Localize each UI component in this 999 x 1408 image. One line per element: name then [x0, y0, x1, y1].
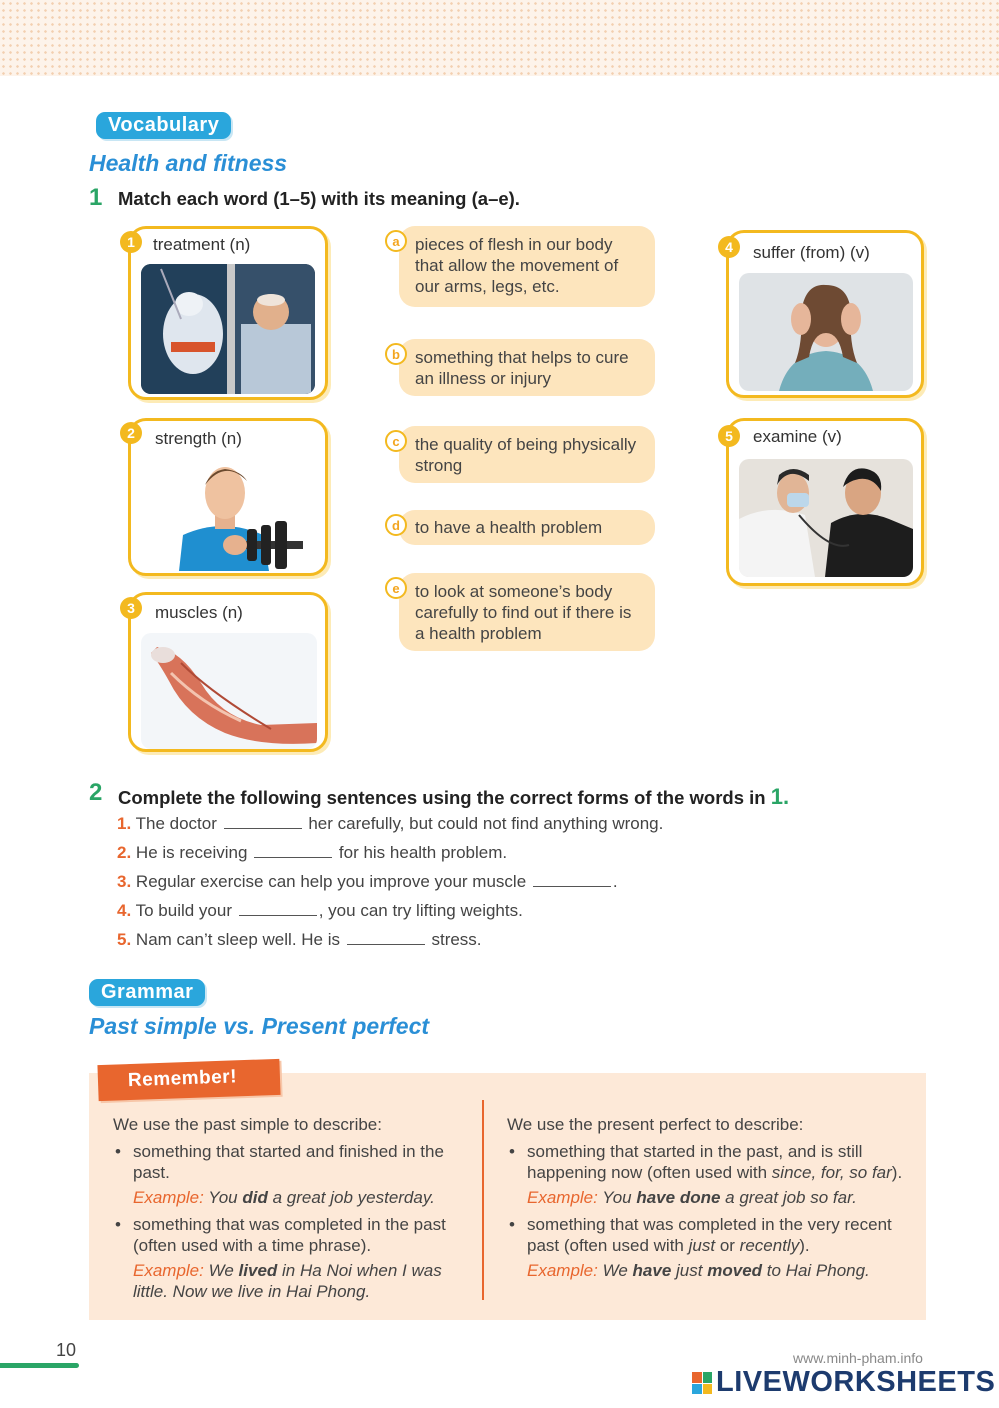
present-perfect-intro: We use the present perfect to describe:	[507, 1115, 804, 1134]
example-label: Example:	[527, 1188, 598, 1207]
word-badge-2: 2	[120, 422, 142, 444]
example-text: just	[676, 1261, 703, 1280]
remember-tab: Remember!	[97, 1059, 280, 1101]
word-card-treatment[interactable]	[128, 226, 328, 400]
bullet-text: ).	[891, 1163, 903, 1182]
meaning-badge-a: a	[385, 230, 407, 252]
meaning-a[interactable]: pieces of flesh in our body that allow the movement of our arms, legs, etc.	[399, 226, 655, 307]
example-text: to Hai Phong.	[766, 1261, 870, 1280]
sentence-after: , you can try lifting weights.	[318, 901, 523, 920]
exercise1-number: 1	[89, 184, 103, 211]
example-verb: did	[242, 1188, 268, 1207]
vocabulary-pill: Vocabulary	[96, 112, 231, 139]
example-verb: moved	[707, 1261, 763, 1280]
word-card-examine[interactable]	[726, 418, 924, 586]
word-badge-5: 5	[718, 425, 740, 447]
meaning-c[interactable]: the quality of being physically strong	[399, 426, 655, 483]
sentence-number: 5.	[117, 930, 132, 949]
present-perfect-bullet-2	[507, 1214, 907, 1256]
bullet-keyword: just	[688, 1236, 716, 1255]
example-label: Example:	[133, 1261, 204, 1280]
present-perfect-example-1	[507, 1187, 907, 1208]
example-text: We	[602, 1261, 628, 1280]
bullet-keyword: recently	[739, 1236, 800, 1255]
hospital-bed-photo	[141, 264, 315, 394]
sentence-after: .	[612, 872, 618, 891]
word-label: muscles (n)	[155, 603, 243, 622]
word-card-strength[interactable]	[128, 418, 328, 576]
exercise2-instruction-ref: 1.	[770, 784, 790, 809]
grammar-section-title: Past simple vs. Present perfect	[89, 1013, 430, 1039]
exercise2-instruction	[118, 784, 789, 810]
bullet-text: something that was completed in the very recent past (often used with	[527, 1215, 892, 1255]
grammar-pill: Grammar	[89, 979, 205, 1006]
present-perfect-example-2	[507, 1260, 907, 1281]
past-simple-column	[113, 1114, 468, 1308]
example-text: a great job yesterday.	[272, 1188, 435, 1207]
footer-url[interactable]: www.minh-pham.info	[793, 1350, 923, 1366]
doctor-stethoscope-photo	[739, 459, 913, 577]
header-dotted-band	[0, 0, 999, 76]
exercise2-number: 2	[89, 779, 103, 806]
bullet-text: ).	[799, 1236, 810, 1255]
word-label: suffer (from) (v)	[753, 243, 870, 262]
sentence-before: The doctor	[135, 814, 217, 833]
word-badge-3: 3	[120, 597, 142, 619]
meaning-b[interactable]: something that helps to cure an illness or injury	[399, 339, 655, 396]
example-verb: have	[632, 1261, 672, 1280]
sentence-4	[117, 901, 523, 921]
sentence-before: Nam can’t sleep well. He is	[135, 930, 340, 949]
word-label: treatment (n)	[153, 235, 251, 254]
page-number-underline	[0, 1363, 79, 1368]
example-text: a great job so far.	[725, 1188, 857, 1207]
sentence-2	[117, 843, 507, 863]
answer-blank-3[interactable]	[533, 873, 611, 887]
example-verb: have done	[636, 1188, 721, 1207]
footer-brand[interactable]: LIVEWORKSHEETS	[716, 1366, 996, 1398]
word-badge-4: 4	[718, 236, 740, 258]
present-perfect-column	[507, 1114, 907, 1287]
sentence-before: He is receiving	[135, 843, 248, 862]
bullet-text: something that started in the past, and is still happening now (often used with	[527, 1142, 863, 1182]
arm-muscles-photo	[141, 633, 317, 749]
word-label: examine (v)	[753, 427, 842, 446]
sentence-after: stress.	[431, 930, 482, 949]
sentence-number: 3.	[117, 872, 132, 891]
answer-blank-5[interactable]	[347, 931, 425, 945]
sentence-before: To build your	[135, 901, 232, 920]
meaning-badge-c: c	[385, 430, 407, 452]
sentence-after: for his health problem.	[338, 843, 508, 862]
word-badge-1: 1	[120, 231, 142, 253]
liveworksheets-logo-icon	[692, 1372, 712, 1394]
page-number: 10	[56, 1340, 77, 1360]
sentence-5	[117, 930, 482, 950]
exercise1-instruction: Match each word (1–5) with its meaning (a–e).	[118, 188, 520, 209]
answer-blank-1[interactable]	[224, 815, 302, 829]
sentence-after: her carefully, but could not find anything wrong.	[308, 814, 664, 833]
example-text: You	[602, 1188, 632, 1207]
example-verb: lived	[238, 1261, 278, 1280]
word-card-muscles[interactable]	[128, 592, 328, 752]
example-label: Example:	[527, 1261, 598, 1280]
example-text: We	[208, 1261, 234, 1280]
answer-blank-2[interactable]	[254, 844, 332, 858]
sentence-3	[117, 872, 618, 892]
sentence-number: 1.	[117, 814, 132, 833]
meaning-badge-e: e	[385, 577, 407, 599]
word-card-suffer[interactable]	[726, 230, 924, 398]
headache-woman-photo	[739, 273, 913, 391]
exercise2-instruction-text: Complete the following sentences using the correct forms of the words in	[118, 787, 766, 808]
past-simple-example-1	[113, 1187, 468, 1208]
vocabulary-section-title: Health and fitness	[89, 150, 288, 176]
bullet-text: or	[719, 1236, 735, 1255]
answer-blank-4[interactable]	[239, 902, 317, 916]
past-simple-intro: We use the past simple to describe:	[113, 1115, 382, 1134]
sentence-number: 4.	[117, 901, 132, 920]
meaning-badge-b: b	[385, 343, 407, 365]
column-divider	[482, 1100, 484, 1300]
past-simple-bullet-1: • something that started and finished in the past.	[113, 1141, 468, 1183]
dumbbell-lifting-photo	[151, 455, 311, 571]
past-simple-example-2	[113, 1260, 468, 1302]
sentence-before: Regular exercise can help you improve your muscle	[135, 872, 527, 891]
meaning-d[interactable]: to have a health problem	[399, 510, 655, 545]
example-text: in Ha Noi when I was little. Now we live in Hai Phong.	[133, 1261, 442, 1301]
example-text: You	[208, 1188, 238, 1207]
meaning-e[interactable]: to look at someone’s body carefully to find out if there is a health problem	[399, 573, 655, 651]
present-perfect-bullet-1	[507, 1141, 907, 1183]
past-simple-bullet-2: • something that was completed in the past (often used with a time phrase).	[113, 1214, 468, 1256]
sentence-number: 2.	[117, 843, 132, 862]
meaning-badge-d: d	[385, 514, 407, 536]
word-label: strength (n)	[155, 429, 242, 448]
bullet-keywords: since, for, so far	[771, 1163, 892, 1182]
example-label: Example:	[133, 1188, 204, 1207]
sentence-1	[117, 814, 663, 834]
